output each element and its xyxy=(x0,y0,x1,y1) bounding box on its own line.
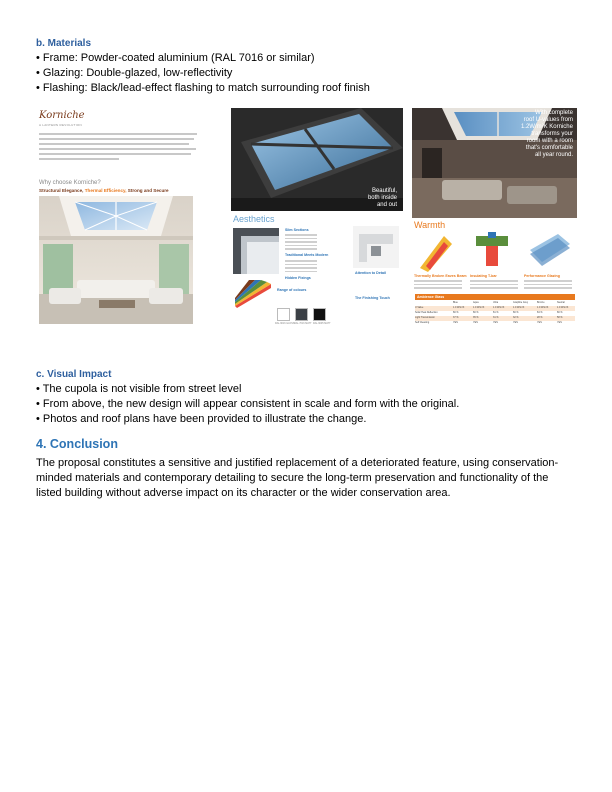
photo-caption: Beautiful, both inside and out xyxy=(367,188,397,208)
attention-heading: Attention to Detail xyxy=(355,271,386,275)
text-block xyxy=(414,280,462,291)
materials-heading: b. Materials xyxy=(36,38,92,49)
text-block xyxy=(524,280,572,291)
materials-list xyxy=(36,51,370,96)
frame-corner-photo xyxy=(233,228,279,274)
brochure-panel-intro xyxy=(36,108,216,326)
table-row: U Value 1.0 W/m²K 1.0 W/m²K 1.0 W/m²K 1.0 W/m²K 1.0 W/m²K 1.0 W/m²K xyxy=(415,306,575,311)
swatch-grey xyxy=(295,308,308,321)
t-bar-heading: Insulating T-bar xyxy=(470,274,497,278)
why-choose-subtitle: Structural Elegance, Thermal Efficiency, Strong and Secure xyxy=(39,188,169,193)
living-room-photo xyxy=(39,196,193,324)
swatch-label: RAL 9005 MATT xyxy=(313,322,331,325)
list-item: • The cupola is not visible from street level xyxy=(36,383,242,395)
text-block xyxy=(285,260,317,274)
range-colours-heading: Range of colours xyxy=(277,288,307,292)
colour-fan-image xyxy=(233,280,273,308)
korniche-logo: Korniche xyxy=(39,110,85,121)
traditional-heading: Traditional Meets Modern xyxy=(285,253,329,257)
swatch-black xyxy=(313,308,326,321)
list-item: • Photos and roof plans have been provided to illustrate the change. xyxy=(36,413,367,425)
table-row: Blue Aqua Ultra Graphite Grey Bronze Neutral xyxy=(453,301,565,304)
warmth-title: Warmth xyxy=(414,220,446,230)
text-block xyxy=(470,280,518,291)
brochure-panel-aesthetics xyxy=(231,108,403,326)
eaves-beam-diagram xyxy=(416,232,456,272)
slim-sections-heading: Slim Sections xyxy=(285,228,309,232)
ambience-title: Ambience Glass xyxy=(417,294,445,299)
visual-impact-list xyxy=(36,382,459,427)
list-item: • Glazing: Double-glazed, low-reflectivity xyxy=(36,67,233,79)
conclusion-paragraph: The proposal constitutes a sensitive and justified replacement of a deteriorated feature, using conservation-minded materials and contemporary detailing to secure the long-term preservation and functionality of the listed building without adverse impact on its character or the wider conservation area. xyxy=(36,457,559,499)
text-block xyxy=(285,234,317,252)
why-choose-title: Why choose Korniche? xyxy=(39,180,101,186)
swatch-label: RAL 7016 MATT xyxy=(294,322,312,325)
brochure-panel-warmth xyxy=(412,108,577,326)
t-bar-diagram xyxy=(472,230,512,270)
table-row: Solar Heat Reflection 80 % 80 % 81 % 80 % 84 % 80 % xyxy=(415,311,563,314)
table-row: Light Transmission 37 % 35 % 31 % 32 % 28 % 58 % xyxy=(415,316,575,321)
logo-tagline: A LANTERN REVOLUTION xyxy=(39,123,83,127)
intro-text-block xyxy=(39,133,199,163)
eaves-detail-photo xyxy=(353,226,399,268)
swatch-label: RAL 9016 GLOSS xyxy=(275,322,295,325)
list-item: • From above, the new design will appear consistent in scale and form with the original. xyxy=(36,398,460,410)
list-item: • Frame: Powder-coated aluminium (RAL 7016 or similar) xyxy=(36,52,315,64)
visual-impact-heading: c. Visual Impact xyxy=(36,369,112,380)
list-item: • Flashing: Black/lead-effect flashing to match surrounding roof finish xyxy=(36,82,370,94)
conclusion-heading: 4. Conclusion xyxy=(36,437,118,451)
eaves-beam-heading: Thermally Broken Eaves Beam xyxy=(414,274,467,278)
table-row: Self Cleaning YES YES YES YES YES YES xyxy=(415,321,562,324)
aesthetics-title: Aesthetics xyxy=(233,214,275,224)
hidden-fixings-heading: Hidden Fixings xyxy=(285,276,311,280)
korniche-brochure-image xyxy=(36,108,577,326)
photo-caption: With complete roof U-values from 1.2W/m²K Korniche transforms your room with a room that's comfortable all year round. xyxy=(520,110,573,158)
glazing-heading: Performance Glazing xyxy=(524,274,560,278)
swatch-white xyxy=(277,308,290,321)
glazing-diagram xyxy=(528,230,572,270)
finishing-heading: The Finishing Touch xyxy=(355,296,390,300)
